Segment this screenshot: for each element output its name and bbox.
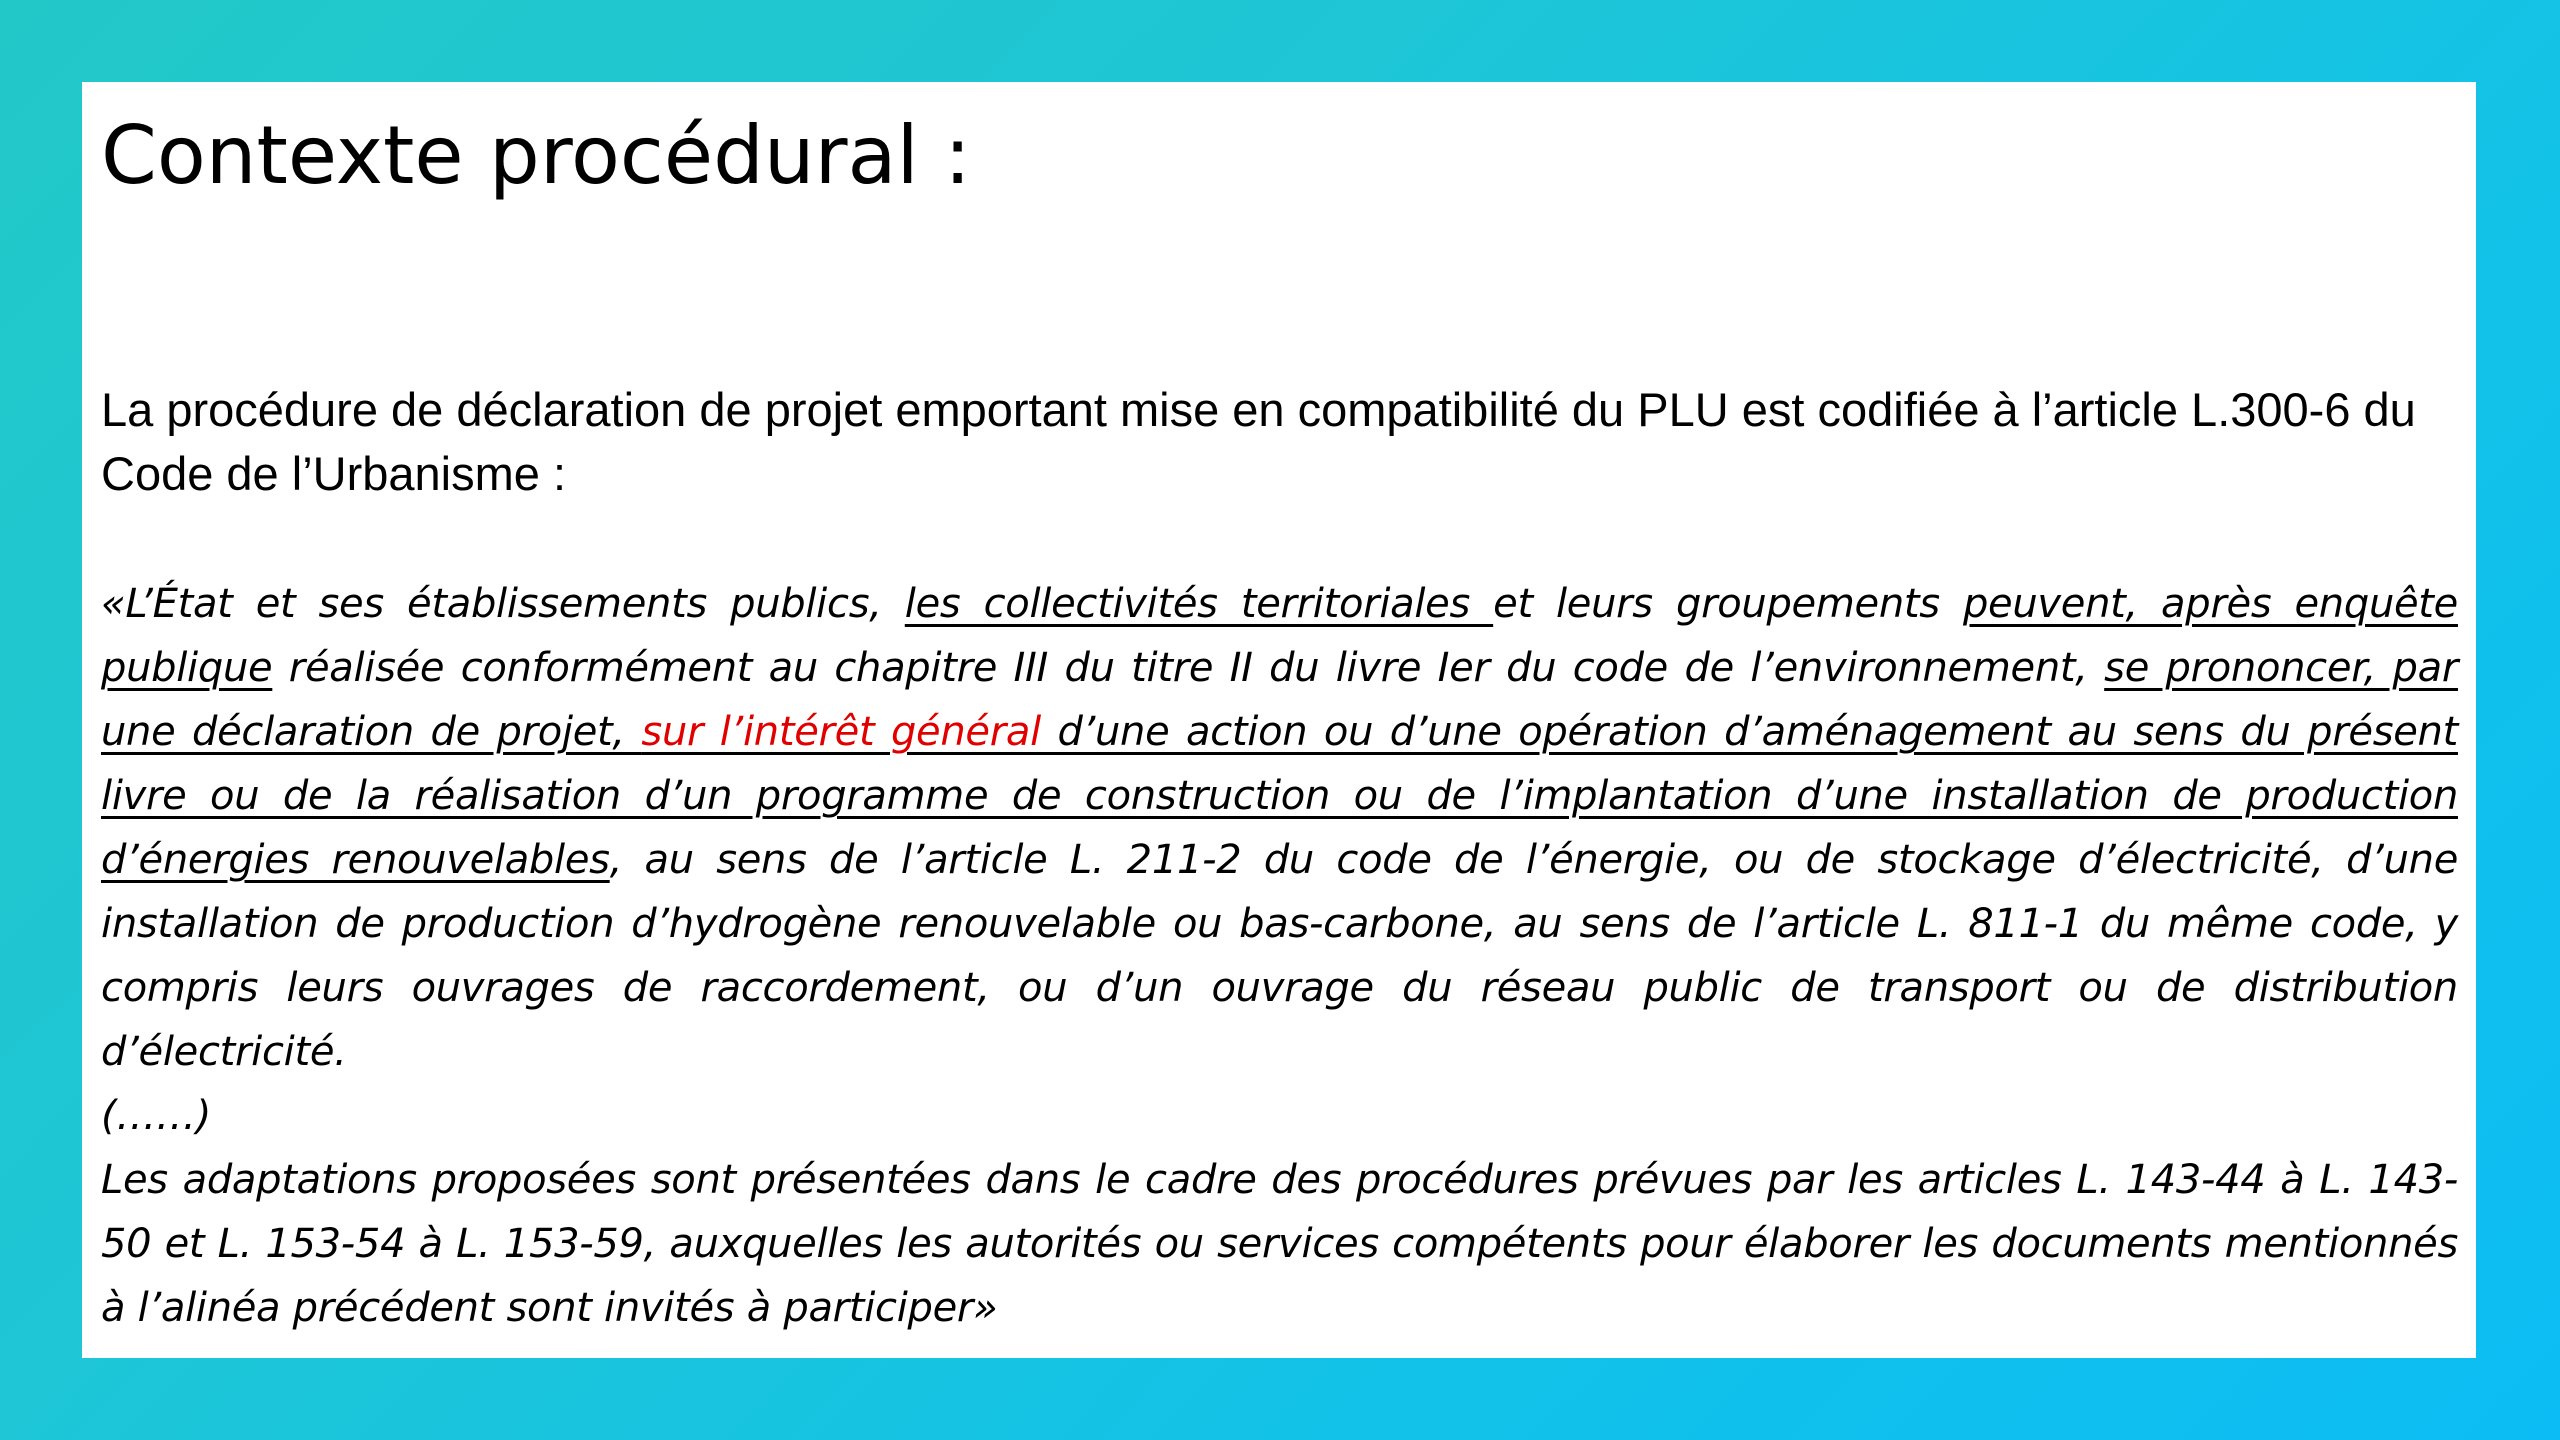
quote-paragraph-1: [101, 572, 2458, 1084]
quote-text-2: et leurs groupements: [1493, 581, 1963, 627]
quote-text-1: «L’État et ses établissements publics,: [101, 581, 905, 627]
quote-text-4: , au sens de l’article L. 211-2 du code de l’énergie, ou de stockage d’électricité, d’une installation de production d’hydrogène renouvelable ou bas-carbone, au sens de l’article L. 811-1 du même code, y compris leurs ouvrages de raccordement, ou d’un ouvrage du réseau public de transport ou de distribution d’électricité.: [101, 837, 2458, 1075]
quote-underlined-collectivites: les collectivités territoriales: [904, 581, 1494, 627]
quote-paragraph-final: Les adaptations proposées sont présentées dans le cadre des procédures prévues par les articles L. 143-44 à L. 143-50 et L. 153-54 à L. 153-59, auxquelles les autorités ou services compétents pour élaborer les documents mentionnés à l’alinéa précédent sont invités à participer»: [101, 1157, 2458, 1331]
quote-underlined-enquete: peuvent, après enquête publique: [101, 581, 2458, 691]
slide-card: [82, 82, 2476, 1358]
quote-highlight-interet-general: sur l’intérêt général: [641, 709, 1058, 755]
intro-paragraph: La procédure de déclaration de projet emportant mise en compatibilité du PLU est codifiée à l’article L.300-6 du Code de l’Urbanisme :: [101, 383, 2416, 500]
quote-ellipsis: (……): [101, 1093, 212, 1139]
quote-underlined-prononcer: se prononcer, par une déclaration de projet,: [101, 645, 2459, 755]
quote-text-3: réalisée conformément au chapitre III du titre II du livre Ier du code de l’environnement,: [272, 645, 2105, 691]
slide-title: Contexte procédural :: [101, 109, 972, 202]
quote-underlined-operation: d’une action ou d’une opération d’aménagement au sens du présent livre ou de la réalisation d’un programme de construction ou de l’implantation d’une installation de production d’énergies renouvelables: [101, 709, 2458, 883]
legal-quote: [101, 572, 2458, 1340]
